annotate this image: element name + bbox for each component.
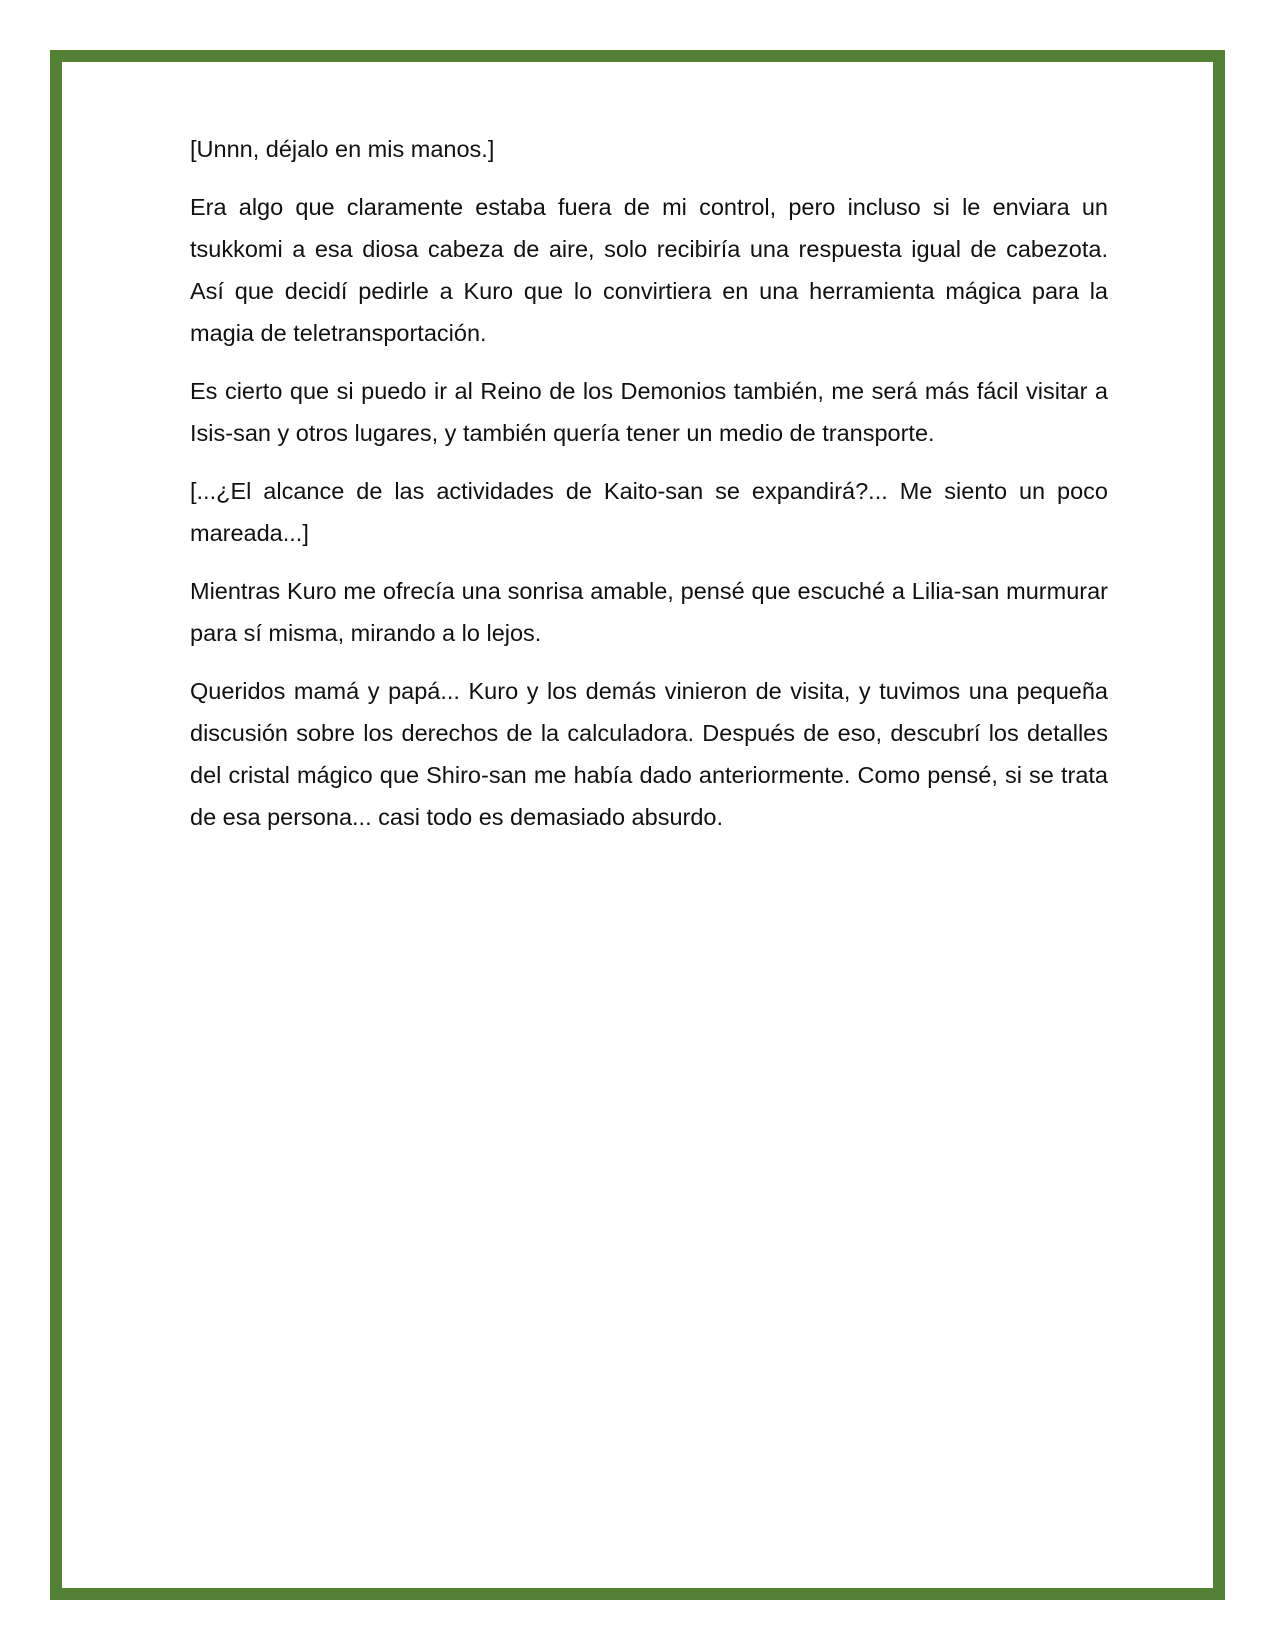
paragraph-dialogue-2: [...¿El alcance de las actividades de Kaito-san se expandirá?... Me siento un poco mareada...]	[190, 478, 1108, 546]
paragraph-narration-3: Mientras Kuro me ofrecía una sonrisa amable, pensé que escuché a Lilia-san murmurar para sí misma, mirando a lo lejos.	[190, 578, 1108, 646]
paragraph-narration-4: Queridos mamá y papá... Kuro y los demás vinieron de visita, y tuvimos una pequeña discusión sobre los derechos de la calculadora. Después de eso, descubrí los detalles del cristal mágico que Shiro-san me había dado anteriormente. Como pensé, si se trata de esa persona... casi todo es demasiado absurdo.	[190, 678, 1108, 830]
page-border-frame	[50, 50, 1225, 1600]
document-body	[190, 128, 1108, 838]
paragraph-narration-2: Es cierto que si puedo ir al Reino de los Demonios también, me será más fácil visitar a Isis-san y otros lugares, y también quería tener un medio de transporte.	[190, 378, 1108, 446]
paragraph-narration-1: Era algo que claramente estaba fuera de mi control, pero incluso si le enviara un tsukkomi a esa diosa cabeza de aire, solo recibiría una respuesta igual de cabezota. Así que decidí pedirle a Kuro que lo convirtiera en una herramienta mágica para la magia de teletransportación.	[190, 194, 1108, 346]
paragraph-dialogue-1: [Unnn, déjalo en mis manos.]	[190, 136, 495, 162]
